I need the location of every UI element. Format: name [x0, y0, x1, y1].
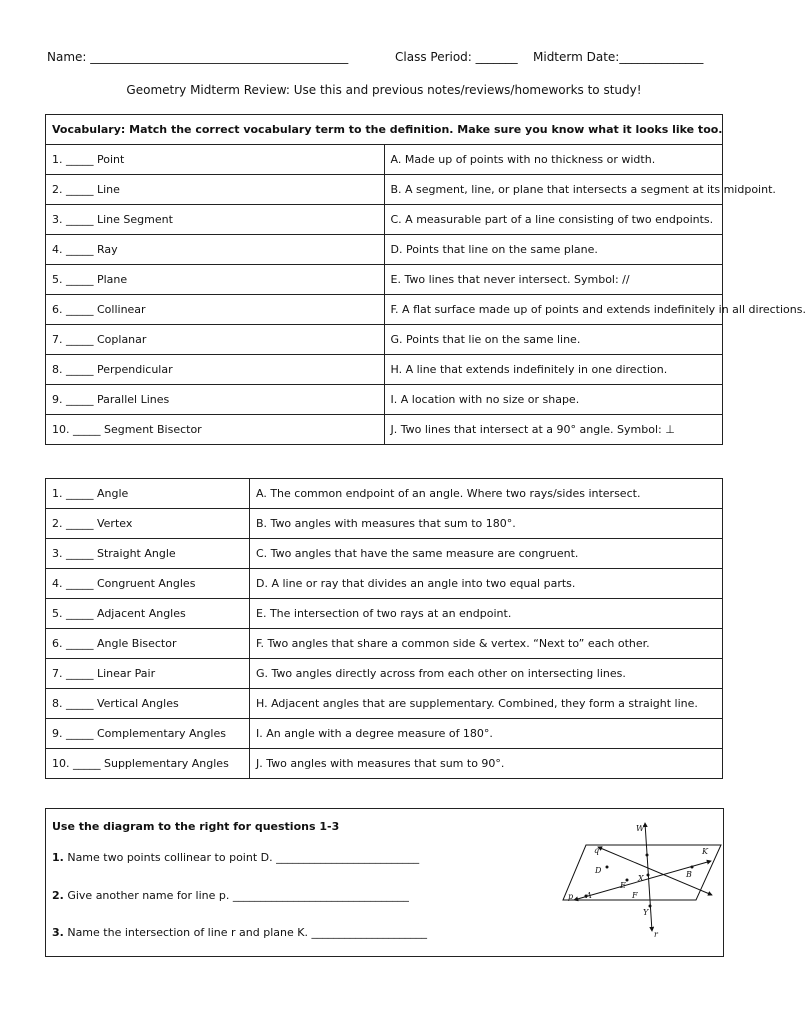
vocab-term: 5. _____ Adjacent Angles: [46, 599, 250, 629]
class-period-label: Class Period: _______: [395, 50, 518, 64]
question-2: [52, 889, 409, 902]
label-r: r: [654, 930, 658, 939]
vocab-term: 2. _____ Line: [46, 175, 385, 205]
question-3: [52, 926, 427, 939]
vocab-term: 7. _____ Coplanar: [46, 325, 385, 355]
vocab-term: 9. _____ Complementary Angles: [46, 719, 250, 749]
vocab-term: 8. _____ Vertical Angles: [46, 689, 250, 719]
label-y: Y: [643, 908, 649, 917]
vocab-definition: H. A line that extends indefinitely in one direction.: [384, 355, 723, 385]
vocab-definition: F. A flat surface made up of points and extends indefinitely in all directions.: [384, 295, 723, 325]
label-f: F: [632, 891, 638, 900]
vocabulary-table-2: [45, 478, 723, 779]
label-d: D: [595, 866, 602, 875]
point-y: [649, 905, 652, 908]
label-k: K: [702, 847, 708, 856]
vocab-definition: F. Two angles that share a common side & vertex. “Next to” each other.: [250, 629, 723, 659]
vocab-term: 5. _____ Plane: [46, 265, 385, 295]
label-p: p: [568, 892, 574, 901]
question-text: Name two points collinear to point D. __________________________: [63, 851, 420, 864]
point-e: [626, 879, 629, 882]
vocab-definition: B. A segment, line, or plane that intersects a segment at its midpoint.: [384, 175, 723, 205]
point-w: [646, 854, 649, 857]
table-row: [46, 265, 723, 295]
vocab-term: 7. _____ Linear Pair: [46, 659, 250, 689]
table-row: [46, 539, 723, 569]
table-row: [46, 295, 723, 325]
section-heading: Use the diagram to the right for questions 1-3: [52, 820, 340, 833]
vocab-term: 1. _____ Point: [46, 145, 385, 175]
label-x: X: [638, 874, 644, 883]
vocab-term: 6. _____ Angle Bisector: [46, 629, 250, 659]
vocab-definition: E. The intersection of two rays at an endpoint.: [250, 599, 723, 629]
vocab-term: 10. _____ Supplementary Angles: [46, 749, 250, 779]
label-q: q: [594, 846, 600, 855]
table-row: [46, 659, 723, 689]
vocab-definition: C. Two angles that have the same measure are congruent.: [250, 539, 723, 569]
table-row: [46, 355, 723, 385]
table-row: [46, 689, 723, 719]
vocab-definition: D. Points that line on the same plane.: [384, 235, 723, 265]
plane-diagram: [558, 821, 722, 941]
vocab-definition: J. Two angles with measures that sum to 90°.: [250, 749, 723, 779]
vocab-definition: G. Points that lie on the same line.: [384, 325, 723, 355]
table-row: [46, 205, 723, 235]
label-b: B: [686, 870, 692, 879]
name-field-label: Name: ___________________________________________: [47, 50, 349, 64]
question-number: 1.: [52, 851, 64, 864]
vocab-definition: I. An angle with a degree measure of 180°.: [250, 719, 723, 749]
vocab-definition: E. Two lines that never intersect. Symbol: //: [384, 265, 723, 295]
table-row: [46, 629, 723, 659]
vocab-term: 2. _____ Vertex: [46, 509, 250, 539]
vocab-term: 9. _____ Parallel Lines: [46, 385, 385, 415]
vocab-term: 10. _____ Segment Bisector: [46, 415, 385, 445]
diagram-questions-section: [45, 808, 724, 957]
vocab-term: 6. _____ Collinear: [46, 295, 385, 325]
page-title: Geometry Midterm Review: Use this and previous notes/reviews/homeworks to study!: [126, 83, 642, 97]
vocab-definition: A. Made up of points with no thickness or width.: [384, 145, 723, 175]
table-row: [46, 719, 723, 749]
point-b: [691, 866, 694, 869]
vocab-definition: B. Two angles with measures that sum to 180°.: [250, 509, 723, 539]
vocab-term: 3. _____ Line Segment: [46, 205, 385, 235]
vocabulary-table-1: [45, 114, 806, 445]
vocab-term: 4. _____ Ray: [46, 235, 385, 265]
vocab-term: 1. _____ Angle: [46, 479, 250, 509]
point-x: [647, 874, 650, 877]
point-d: [606, 866, 609, 869]
table-row: [46, 479, 723, 509]
vocab-definition: I. A location with no size or shape.: [384, 385, 723, 415]
table-row: [46, 599, 723, 629]
table-row: [46, 509, 723, 539]
vocab-definition: H. Adjacent angles that are supplementary. Combined, they form a straight line.: [250, 689, 723, 719]
question-text: Name the intersection of line r and plane K. _____________________: [63, 926, 427, 939]
question-number: 2.: [52, 889, 64, 902]
table-heading: Vocabulary: Match the correct vocabulary term to the definition. Make sure you know what it looks like too.: [46, 115, 723, 145]
table-row: [46, 385, 723, 415]
vocab-definition: J. Two lines that intersect at a 90° angle. Symbol: ⊥: [384, 415, 723, 445]
table-row: [46, 145, 723, 175]
vocab-definition: C. A measurable part of a line consisting of two endpoints.: [384, 205, 723, 235]
label-w: W: [636, 824, 645, 833]
midterm-date-label: Midterm Date:______________: [533, 50, 704, 64]
label-a: A: [586, 891, 592, 900]
vocab-definition: G. Two angles directly across from each other on intersecting lines.: [250, 659, 723, 689]
vocab-term: 3. _____ Straight Angle: [46, 539, 250, 569]
table-row: [46, 415, 723, 445]
table-heading-row: [46, 115, 723, 145]
table-row: [46, 235, 723, 265]
question-number: 3.: [52, 926, 64, 939]
table-row: [46, 569, 723, 599]
table-row: [46, 749, 723, 779]
question-text: Give another name for line p. ________________________________: [63, 889, 409, 902]
vocab-term: 8. _____ Perpendicular: [46, 355, 385, 385]
table-row: [46, 175, 723, 205]
vocab-definition: D. A line or ray that divides an angle into two equal parts.: [250, 569, 723, 599]
vocab-definition: A. The common endpoint of an angle. Where two rays/sides intersect.: [250, 479, 723, 509]
vocab-term: 4. _____ Congruent Angles: [46, 569, 250, 599]
table-row: [46, 325, 723, 355]
question-1: [52, 851, 419, 864]
header-row: [47, 50, 721, 66]
label-e: E: [620, 881, 626, 890]
